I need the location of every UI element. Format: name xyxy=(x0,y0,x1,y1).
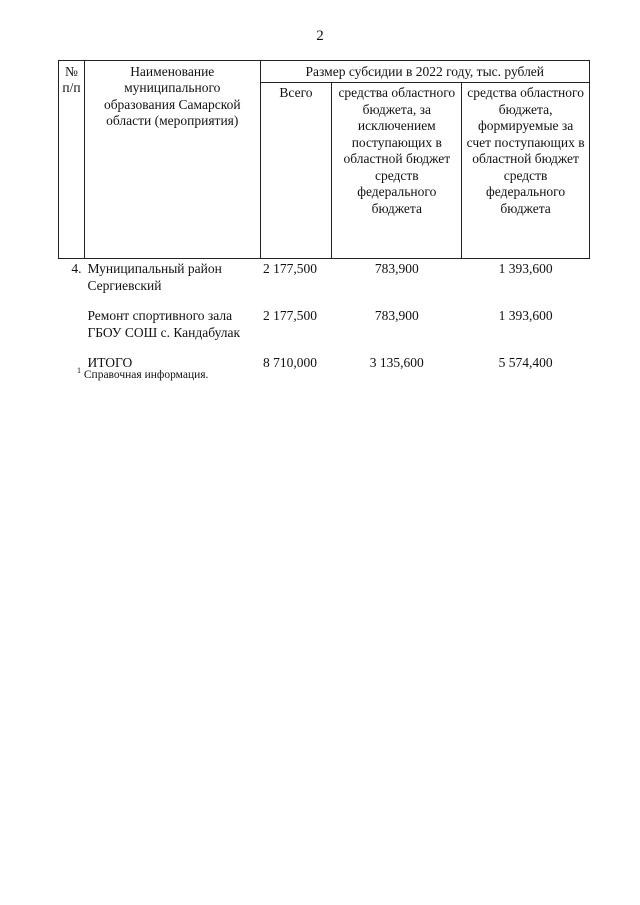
row-regional-from-federal: 1 393,600 xyxy=(498,308,553,324)
subsidy-table xyxy=(58,60,590,372)
row-regional-from-federal: 1 393,600 xyxy=(498,261,553,277)
table-row xyxy=(59,259,590,294)
page-number: 2 xyxy=(316,28,324,44)
row-regional-from-federal: 5 574,400 xyxy=(498,355,553,371)
row-total: 2 177,500 xyxy=(263,308,318,324)
header-regional-from-federal: средства областного бюджета, формируемые за счет поступающих в областной бюджет средств федерального бюджета xyxy=(462,83,590,259)
footnote xyxy=(77,366,208,381)
row-number xyxy=(59,308,85,341)
header-name: Наименование муниципального образования Самарской области (мероприятия) xyxy=(84,61,260,259)
row-number: 4. xyxy=(71,261,82,277)
row-regional-excl-federal: 783,900 xyxy=(374,261,419,277)
header-subsidy-group: Размер субсидии в 2022 году, тыс. рублей xyxy=(260,61,589,83)
row-total: 8 710,000 xyxy=(263,355,318,371)
header-total: Всего xyxy=(260,83,332,259)
footnote-marker: 1 xyxy=(77,366,81,375)
row-name: ИТОГО xyxy=(87,355,133,371)
footnote-text: Справочная информация. xyxy=(83,368,209,381)
row-name: Муниципальный район Сергиевский xyxy=(87,261,222,293)
header-regional-excl-federal: средства областного бюджета, за исключением поступающих в областной бюджет средств федерального бюджета xyxy=(332,83,462,259)
row-total: 2 177,500 xyxy=(263,261,318,277)
table-row xyxy=(59,308,590,341)
row-regional-excl-federal: 783,900 xyxy=(374,308,419,324)
row-name: Ремонт спортивного зала ГБОУ СОШ с. Кандабулак xyxy=(87,308,241,340)
header-number: № п/п xyxy=(59,61,85,259)
row-regional-excl-federal: 3 135,600 xyxy=(369,355,424,371)
